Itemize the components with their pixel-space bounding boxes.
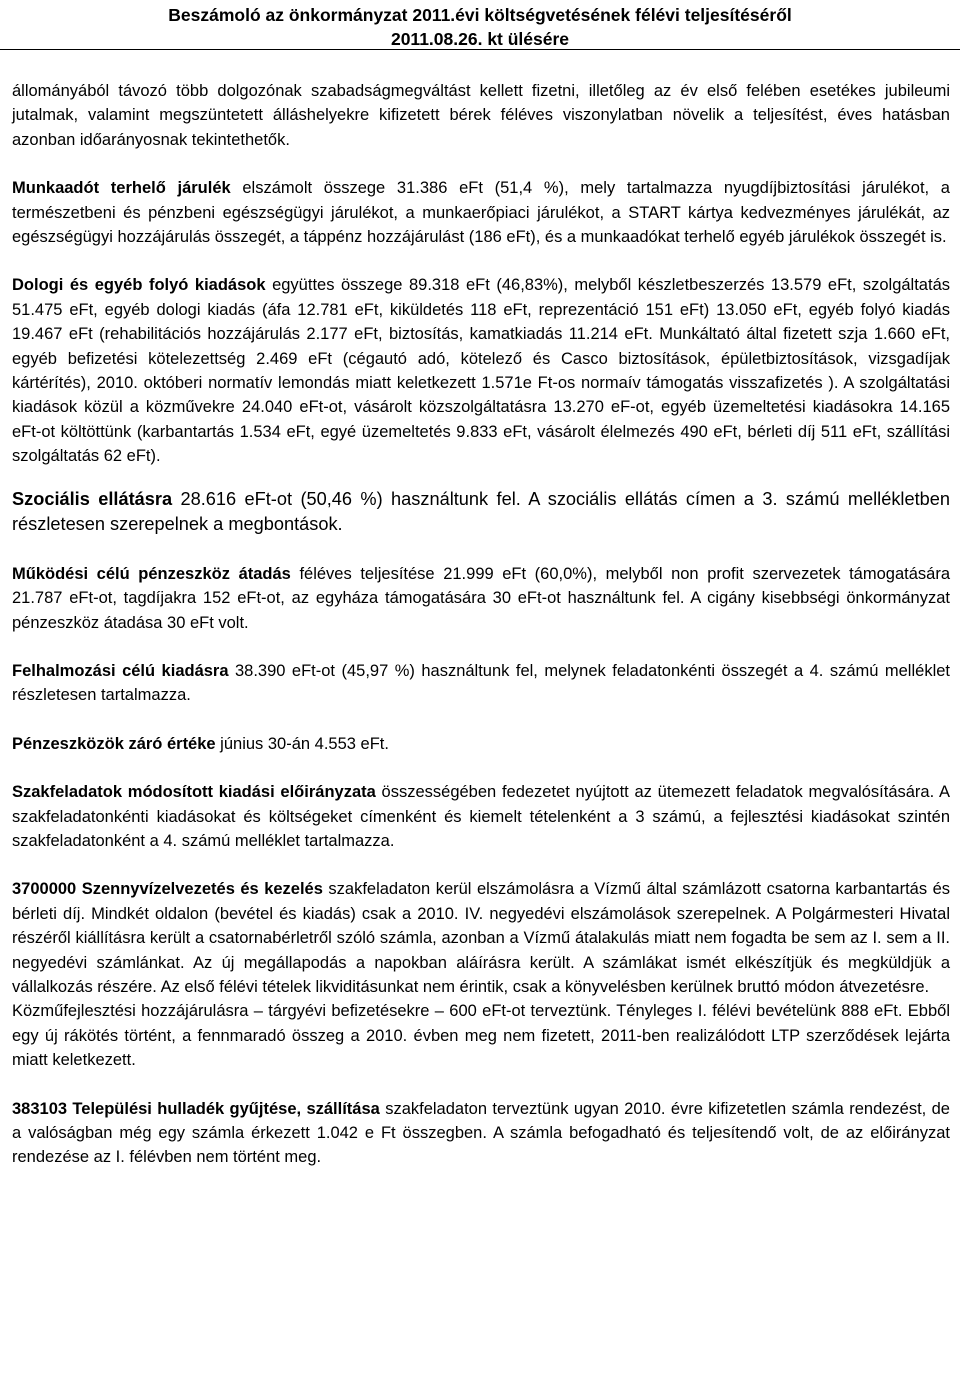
paragraph-heading: Működési célú pénzeszköz átadás — [12, 564, 291, 583]
paragraph-heading: Pénzeszközök záró értéke — [12, 734, 216, 753]
paragraph-closing-balance — [12, 732, 950, 756]
paragraph-text: együttes összege 89.318 eFt (46,83%), melyből készletbeszerzés 13.579 eFt, szolgáltatás 51.475 eFt, egyéb dologi kiadás (áfa 12.781 eFt, kiküldetés 118 eFt, reprezentáció 151 eFt) 13.050 eFt, egyéb folyó kiadás 19.467 eFt (rehabilitációs hozzájárulás 2.177 eFt, biztosítás, kamatkiadás 11.214 eFt. Munkáltató által fizetett szja 1.660 eFt, egyéb befizetési kötelezettség 2.469 eFt (cégautó adó, kötelező és Casco biztosítások, épületbiztosítások, vizsgadíjak kártérítés), 2010. októberi normatív lemondás miatt keletkezett 1.571e Ft-os normaív támogatás visszafizetés ). A szolgáltatási kiadások közül a közművekre 24.040 eFt-ot, vásárolt közszolgáltatásra 13.270 eF-ot, egyéb üzemeltetési kiadásokra 14.165 eFt-ot költöttünk (karbantartás 1.534 eFt, egyé üzemeltetés 9.833 eFt, vásárolt élelmezés 490 eFt, bérleti díj 511 eFt, szállítási szolgáltatás 62 eFt). — [12, 276, 950, 466]
paragraph-heading: Munkaadót terhelő járulék — [12, 179, 231, 198]
paragraph-employer-contributions — [12, 176, 950, 249]
paragraph-staff-costs — [12, 79, 950, 152]
paragraph-text: összességében fedezetet nyújtott az ütemezett feladatok megvalósítására. A szakfeladatonkénti kiadásokat és költségeket címenként és kiemelt tételenként a 3 számú, a fejlesztési kiadásokat szintén szakfeladatonként a 4. számú melléklet tartalmazza. — [12, 783, 950, 850]
paragraph-text: szakfeladaton kerül elszámolásra a Vízmű által számlázott csatorna karbantartás és bérleti díj. Mindkét oldalon (bevétel és kiadás) csak a 2010. IV. negyedévi elszámolások szerepelnek. A Polgármesteri Hivatal részéről kiállításra került a csatornabérletről szóló számla, azonban a Vízmű átalakulás miatt nem fogadta be sem az I. sem a II. negyedévi számlánkat. Az új megállapodás a napokban aláírásra került. A számlákat ismét elkészítjük és megküldjük a vállalkozás részére. Az első félévi tételek likviditásunkat nem érintik, csak a könyvelésben kerülnek bruttó módon átvezetésre. — [12, 880, 950, 996]
paragraph-operating-transfers — [12, 562, 950, 635]
paragraph-text: szakfeladaton terveztünk ugyan 2010. évre kifizetetlen számla rendezést, de a valóságban még egy számla érkezett 1.042 e Ft összegben. A számla befogadható és teljesítendő volt, de az előirányzat rendezése az I. félévben nem történt meg. — [12, 1099, 950, 1167]
paragraph-sewage — [12, 877, 950, 1072]
paragraph-text: 28.616 eFt-ot (50,46 %) használtunk fel. A szociális ellátás címen a 3. számú mellékletben részletesen szerepelnek a megbontások. — [12, 488, 950, 535]
paragraph-social-care — [12, 487, 950, 538]
document-header — [0, 0, 960, 50]
paragraph-heading: 3700000 Szennyvízelvezetés és kezelés — [12, 880, 323, 899]
paragraph-sector-appropriations — [12, 780, 950, 853]
paragraph-heading: Szociális ellátásra — [12, 488, 173, 509]
paragraph-capital-expenditure — [12, 659, 950, 708]
document-body — [12, 79, 950, 1194]
paragraph-text: 38.390 eFt-ot (45,97 %) használtunk fel, melynek feladatonkénti összegét a 4. számú melléklet részletesen tartalmazza. — [12, 661, 950, 705]
paragraph-heading: Szakfeladatok módosított kiadási előirányzata — [12, 783, 376, 802]
paragraph-text: állományából távozó több dolgozónak szabadságmegváltást kellett fizetni, illetőleg az év első felében esetékes jubileumi jutalmak, valamint megszüntetett álláshelyekre kifizetett bérek féléves viszonylatban növelik a teljesítést, éves hatásban azonban időarányosnak tekintethetők. — [12, 82, 950, 149]
header-title: Beszámoló az önkormányzat 2011.évi költségvetésének félévi teljesítéséről — [168, 5, 792, 25]
paragraph-heading: Dologi és egyéb folyó kiadások — [12, 276, 266, 295]
header-date: 2011.08.26. kt ülésére — [390, 29, 570, 49]
paragraph-text-continued: Közműfejlesztési hozzájárulásra – tárgyévi befizetésekre – 600 eFt-ot terveztünk. Tényleges I. félévi bevételünk 888 eFt. Ebből egy új rákötés történt, a fennmaradó összeg a 2010. évben meg nem fizetett, 2011-ben realizálódott LTP szerződések lejárta miatt keletkezett. — [12, 1002, 950, 1070]
paragraph-heading: 383103 Települési hulladék gyűjtése, szállítása — [12, 1099, 380, 1118]
paragraph-waste-collection — [12, 1097, 950, 1170]
paragraph-text: június 30-án 4.553 eFt. — [215, 734, 389, 753]
paragraph-material-expenses — [12, 273, 950, 468]
paragraph-text: féléves teljesítése 21.999 eFt (60,0%), melyből non profit szervezetek támogatására 21.787 eFt-ot, tagdíjakra 152 eFt-ot, az egyháza támogatására 30 eFt-ot használtunk fel. A cigány kisebbségi önkormányzat pénzeszköz átadása 30 eFt volt. — [12, 564, 950, 632]
paragraph-text: elszámolt összege 31.386 eFt (51,4 %), mely tartalmazza nyugdíjbiztosítási járulékot, a természetbeni és pénzbeni egészségügyi járulékot, a munkaerőpiaci járulékot, a START kártya kedvezményes járulékát, az egészségügyi hozzájárulás összegét, a táppénz hozzájárulást (186 eFt), és a munkaadókat terhelő egyéb járulékok összegét is. — [12, 179, 950, 247]
paragraph-heading: Felhalmozási célú kiadásra — [12, 661, 229, 680]
